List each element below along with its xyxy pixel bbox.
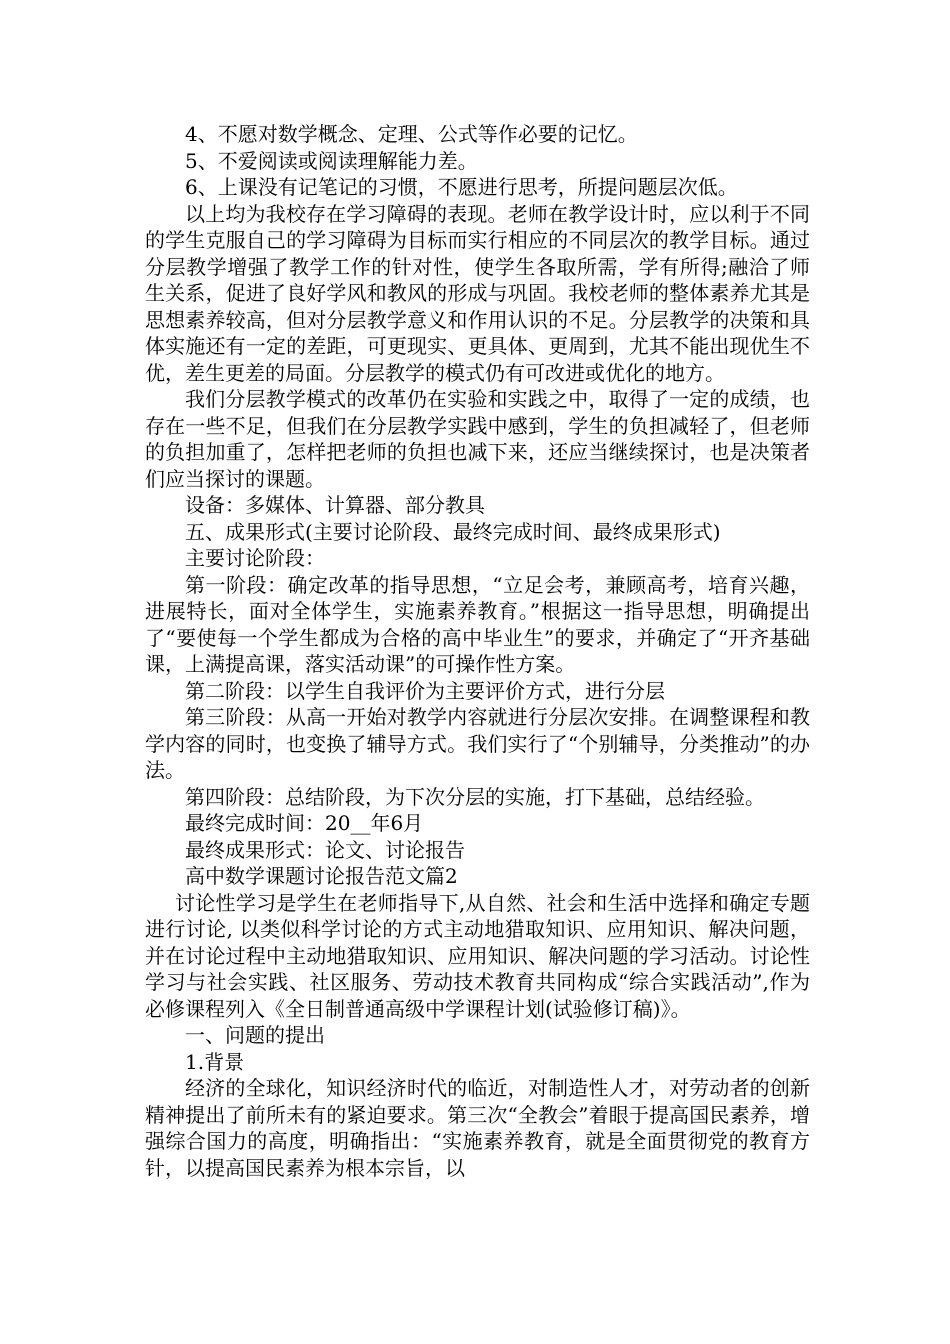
paragraph-inquiry-learning: 讨论性学习是学生在老师指导下,从自然、社会和生活中选择和确定专题进行讨论, 以类似科学讨论的方式主动地猎取知识、应用知识、解决问题，并在讨论过程中主动地猎取知识、应用知识、解决问题的学习活动。讨论性学习与社会实践、社区服务、劳动技术教育共同构成“综合实践活动”,作为必修课程列入《全日制普通高级中学课程计划(试验修订稿)》。 bbox=[145, 890, 810, 1021]
paragraph-background: 经济的全球化，知识经济时代的临近，对制造性人才，对劳动者的创新精神提出了前所未有的紧迫要求。第三次“全教会”着眼于提高国民素养，增强综合国力的高度，明确指出：“实施素养教育，就是全面贯彻党的教育方针，以提高国民素养为根本宗旨，以 bbox=[145, 1076, 810, 1180]
subheading-background: 1.背景 bbox=[185, 1049, 245, 1074]
equipment-line: 设备：多媒体、计算器、部分教具 bbox=[185, 493, 485, 517]
article-title-2: 高中数学课题讨论报告范文篇2 bbox=[185, 864, 458, 888]
list-item-4: 4、不愿对数学概念、定理、公式等作必要的记忆。 bbox=[185, 122, 638, 146]
subheading-stages: 主要讨论阶段： bbox=[185, 546, 325, 570]
list-item-5: 5、不爱阅读或阅读理解能力差。 bbox=[185, 148, 478, 173]
paragraph-stage-4: 第四阶段：总结阶段，为下次分层的实施，打下基础，总结经验。 bbox=[185, 784, 765, 809]
paragraph-stage-3: 第三阶段：从高一开始对教学内容就进行分层次安排。在调整课程和教学内容的同时，也变换了辅导方式。我们实行了“个别辅导，分类推动”的办法。 bbox=[145, 705, 810, 782]
section-heading-results: 五、成果形式(主要讨论阶段、最终完成时间、最终成果形式) bbox=[185, 519, 721, 544]
paragraph-stage-2: 第二阶段：以学生自我评价为主要评价方式，进行分层 bbox=[185, 678, 665, 703]
section-heading-problem: 一、问题的提出 bbox=[185, 1023, 325, 1047]
result-form: 最终成果形式：论文、讨论报告 bbox=[185, 837, 465, 862]
paragraph-reform-status: 我们分层教学模式的改革仍在实验和实践之中，取得了一定的成绩，也存在一些不足，但我们在分层教学实践中感到，学生的负担减轻了，但老师的负担加重了，怎样把老师的负担也减下来，还应当继续探讨，也是决策者们应当探讨的课题。 bbox=[145, 387, 810, 491]
paragraph-learning-barriers: 以上均为我校存在学习障碍的表现。老师在教学设计时，应以利于不同的学生克服自己的学习障碍为目标而实行相应的不同层次的教学目标。通过分层教学增强了教学工作的针对性，使学生各取所需，学有所得;融洽了师生关系，促进了良好学风和教风的形成与巩固。我校老师的整体素养尤其是思想素养较高，但对分层教学意义和作用认识的不足。分层教学的决策和具体实施还有一定的差距，可更现实、更具体、更周到，尤其不能出现优生不优，差生更差的局面。分层教学的模式仍有可改进或优化的地方。 bbox=[145, 201, 810, 385]
paragraph-stage-1: 第一阶段：确定改革的指导思想，“立足会考，兼顾高考，培育兴趣，进展特长，面对全体学生，实施素养教育。”根据这一指导思想，明确提出了“要使每一个学生都成为合格的高中毕业生”的要求，并确定了“开齐基础课，上满提高课，落实活动课”的可操作性方案。 bbox=[145, 572, 810, 676]
completion-time: 最终完成时间：20__年6月 bbox=[185, 811, 424, 835]
list-item-6: 6、上课没有记笔记的习惯，不愿进行思考，所提问题层次低。 bbox=[185, 175, 738, 199]
